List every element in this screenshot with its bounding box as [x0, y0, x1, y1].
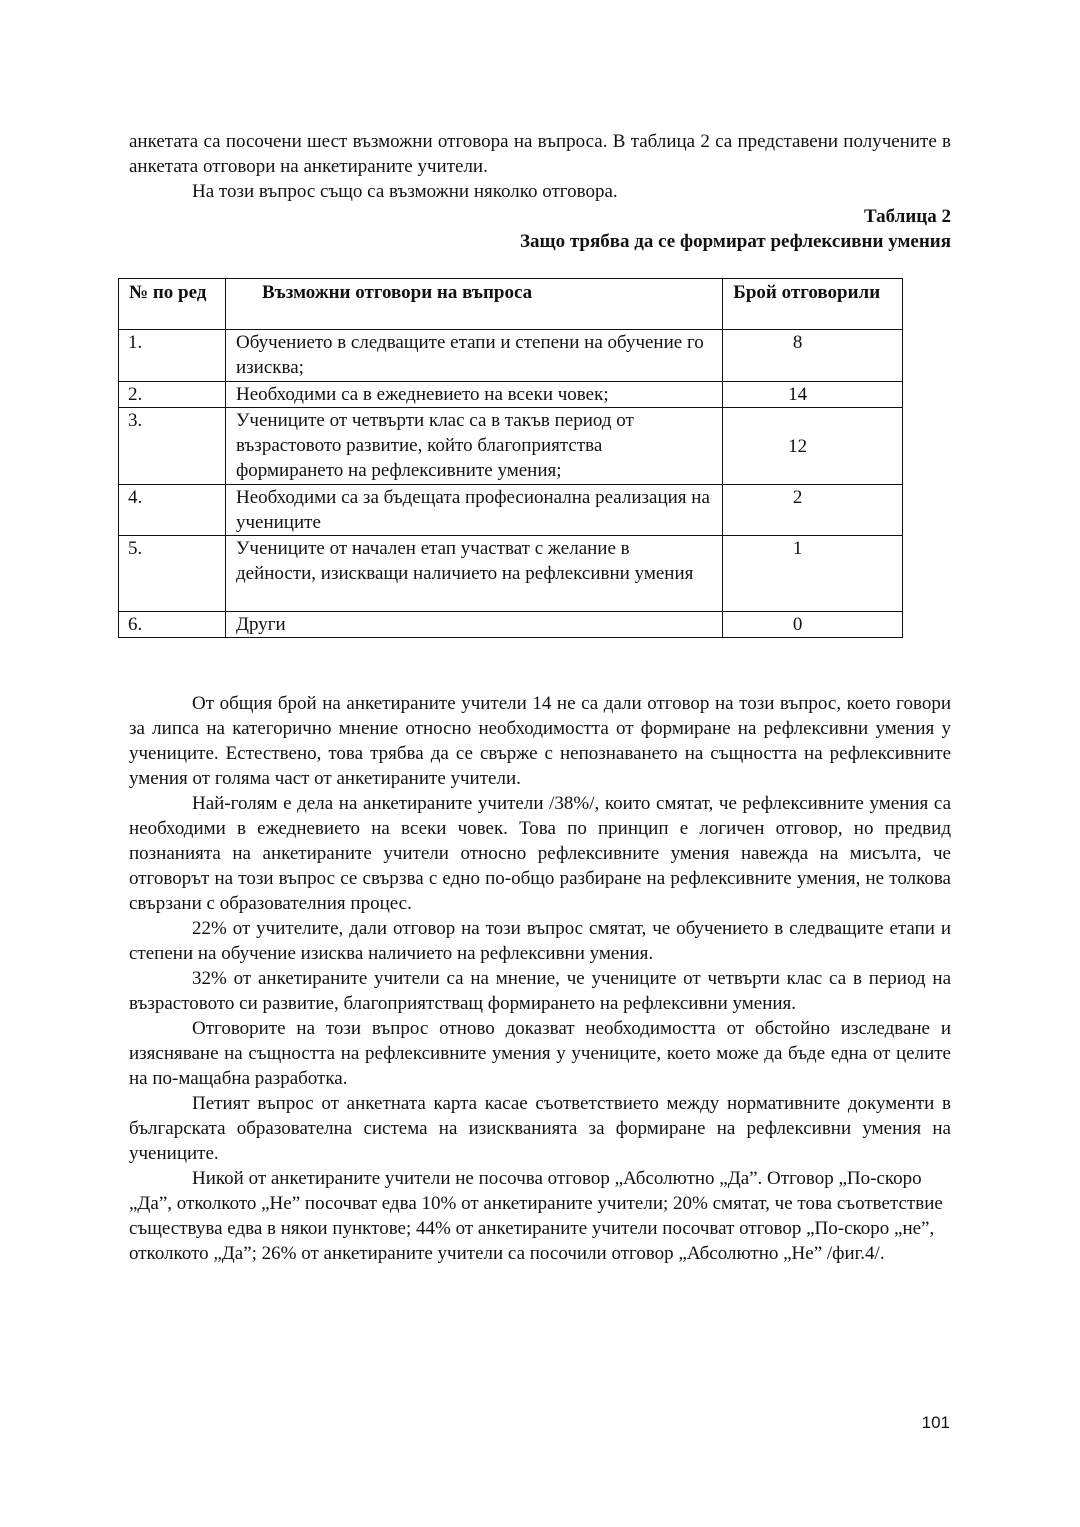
table-row: [119, 330, 903, 382]
table-label: Таблица 2: [863, 206, 951, 227]
body-section: [129, 691, 951, 1266]
body-paragraph: 32% от анкетираните учители са на мнение, че учениците от четвърти клас са в период на възрастовото си развитие, благоприятстващ формирането на рефлексивни умения.: [129, 968, 951, 1014]
table-row: [119, 612, 903, 638]
body-paragraph: Най-голям е дела на анкетираните учители /38%/, които смятат, че рефлексивните умения са необходими в ежедневието на всеки човек. Това по принцип е логичен отговор, но предвид познанията на анкетираните учители относно рефлексивните умения навежда на мисълта, че отговорът на този въпрос се свързва с едно по-общо разбиране на рефлексивните умения, не толкова свързани с образователния процес.: [129, 793, 951, 914]
row-number: 5.: [119, 536, 226, 612]
header-count: Брой отговорили: [723, 279, 903, 330]
row-answer: Обучението в следващите етапи и степени на обучение го изисква;: [225, 330, 722, 382]
body-paragraph: Петият въпрос от анкетната карта касае съответствието между нормативните документи в българската образователна система на изискванията за формиране на рефлексивни умения на учениците.: [129, 1093, 951, 1164]
body-paragraph: От общия брой на анкетираните учители 14 не са дали отговор на този въпрос, което говори за липса на категорично мнение относно необходимостта от формиране на рефлексивни умения у учениците. Естествено, това трябва да се свърже с непознаването на същността на рефлексивните умения от голяма част от анкетираните учители.: [129, 693, 951, 789]
row-number: 4.: [119, 485, 226, 536]
row-number: 2.: [119, 382, 226, 408]
body-paragraph: Отговорите на този въпрос отново доказват необходимостта от обстойно изследване и изясняване на същността на рефлексивните умения у учениците, което може да бъде една от целите на по-мащабна разработка.: [129, 1018, 951, 1089]
table-row: [119, 382, 903, 408]
table-header-row: [119, 279, 903, 330]
row-count: 1: [723, 536, 903, 612]
row-count: 12: [723, 408, 903, 485]
row-count: 14: [723, 382, 903, 408]
row-number: 6.: [119, 612, 226, 638]
page-number: 101: [921, 1413, 950, 1432]
row-number: 1.: [119, 330, 226, 382]
row-answer: Други: [225, 612, 722, 638]
row-count: 8: [723, 330, 903, 382]
intro-paragraph-1: анкетата са посочени шест възможни отговора на въпроса. В таблица 2 са представени получените в анкетата отговори на анкетираните учители.: [129, 131, 951, 177]
intro-paragraph-2: На този въпрос също са възможни няколко отговора.: [192, 181, 618, 202]
table-row: [119, 408, 903, 485]
row-answer: Необходими са за бъдещата професионална реализация на учениците: [225, 485, 722, 536]
row-count: 2: [723, 485, 903, 536]
body-paragraph: Никой от анкетираните учители не посочва отговор „Абсолютно „Да”. Отговор „По-скоро „Да”, отколкото „Не” посочват едва 10% от анкетираните учители; 20% смятат, че това съответствие съществува едва в някои пунктове; 44% от анкетираните учители посочват отговор „По-скоро „не”, отколкото „Да”; 26% от анкетираните учители са посочили отговор „Абсолютно „Не” /фиг.4/.: [129, 1168, 943, 1264]
row-count: 0: [723, 612, 903, 638]
intro-section: [129, 129, 951, 204]
responses-table: [118, 278, 903, 638]
row-number: 3.: [119, 408, 226, 485]
header-number: № по ред: [119, 279, 226, 330]
row-answer: Учениците от начален етап участват с желание в дейности, изискващи наличието на рефлексивни умения: [225, 536, 722, 612]
row-answer: Учениците от четвърти клас са в такъв период от възрастовото развитие, който благоприятства формирането на рефлексивните умения;: [225, 408, 722, 485]
table-row: [119, 485, 903, 536]
body-paragraph: 22% от учителите, дали отговор на този въпрос смятат, че обучението в следващите етапи и степени на обучение изисква наличието на рефлексивни умения.: [129, 918, 951, 964]
row-answer: Необходими са в ежедневието на всеки човек;: [225, 382, 722, 408]
header-answer: Възможни отговори на въпроса: [225, 279, 722, 330]
table-row: [119, 536, 903, 612]
table-title: Защо трябва да се формират рефлексивни умения: [520, 231, 951, 252]
